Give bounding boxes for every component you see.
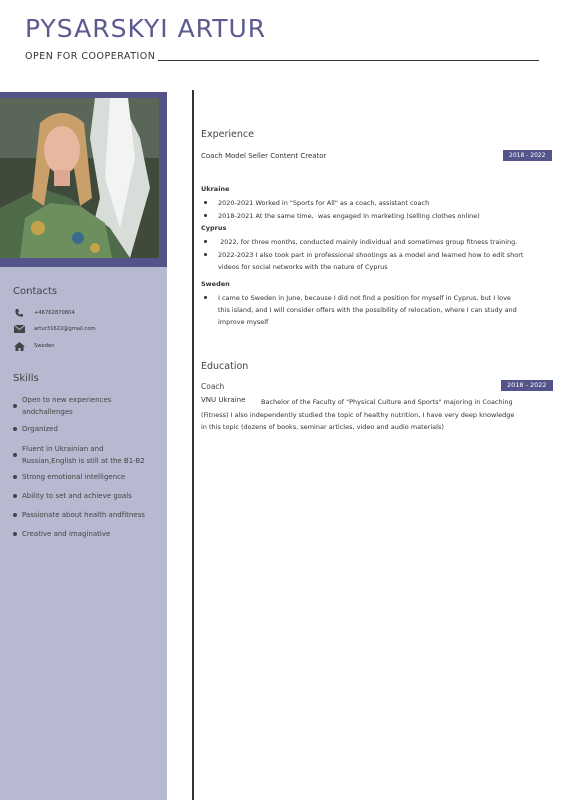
education-description: Bachelor of the Faculty of "Physical Culture and Sports" majoring in Coaching (Fitness) I also independently studied the topic of healthy nutrition, I have very deep knowledge in this topic (dozens of books, seminar articles, video and audio materials): [201, 398, 515, 431]
contact-phone: [13, 307, 75, 319]
experience-item: 2022, for three months, conducted mainly individual and sometimes group fitness training.: [204, 236, 549, 248]
experience-heading: Experience: [201, 129, 254, 140]
experience-item: 2020-2021 Worked in "Sports for All" as a coach, assistant coach: [204, 197, 549, 209]
experience-role: Coach Model Seller Content Creator: [201, 152, 327, 160]
profile-photo: [0, 98, 159, 258]
education-heading: Education: [201, 361, 249, 372]
education-period-badge: 2018 - 2022: [501, 380, 553, 391]
country-heading: Sweden: [201, 280, 230, 288]
contact-location: [13, 340, 55, 352]
contacts-heading: Contacts: [13, 286, 58, 297]
phone-icon: [13, 307, 25, 319]
experience-item: 2022-2023 I also took part in professional shootings as a model and learned how to edit short videos for social networks with the nature of Cyprus: [204, 249, 549, 273]
contact-text: artur31622@gmail.com: [34, 326, 96, 332]
skill-item: Organized: [13, 423, 58, 435]
resume-name: PYSARSKYI ARTUR: [25, 14, 267, 43]
email-icon: [13, 323, 25, 335]
header-rule: [158, 60, 539, 61]
country-heading: Ukraine: [201, 185, 230, 193]
experience-item: 2018-2021 At the same time, was engaged in marketing (selling clothes online): [204, 210, 549, 222]
home-icon: [13, 340, 25, 352]
experience-item: I came to Sweden in June, because I did not find a position for myself in Cyprus, but I love this island, and I will consider offers with the possibility of relocation, where I can study and improve myself: [204, 292, 549, 328]
skill-item: Fluent in Ukrainian and Russian,English is still at the B1-B2: [13, 443, 145, 467]
skill-item: Ability to set and achieve goals: [13, 490, 132, 502]
skills-heading: Skills: [13, 373, 39, 384]
skill-item: Passionate about health andfitness: [13, 509, 145, 521]
experience-period-badge: 2018 - 2022: [503, 150, 552, 161]
education-title: Coach: [201, 382, 225, 391]
contact-text: +46762870804: [34, 310, 75, 316]
tagline: OPEN FOR COOPERATION: [25, 51, 156, 62]
skill-item: Strong emotional intelligence: [13, 471, 125, 483]
skill-item: Open to new experiences andchallenges: [13, 394, 111, 418]
contact-email: [13, 323, 96, 335]
contact-text: Sweden: [34, 343, 55, 349]
country-heading: Cyprus: [201, 224, 227, 232]
education-school: VNU Ukraine: [201, 396, 246, 404]
column-divider: [192, 90, 194, 800]
skill-item: Creative and imaginative: [13, 528, 110, 540]
